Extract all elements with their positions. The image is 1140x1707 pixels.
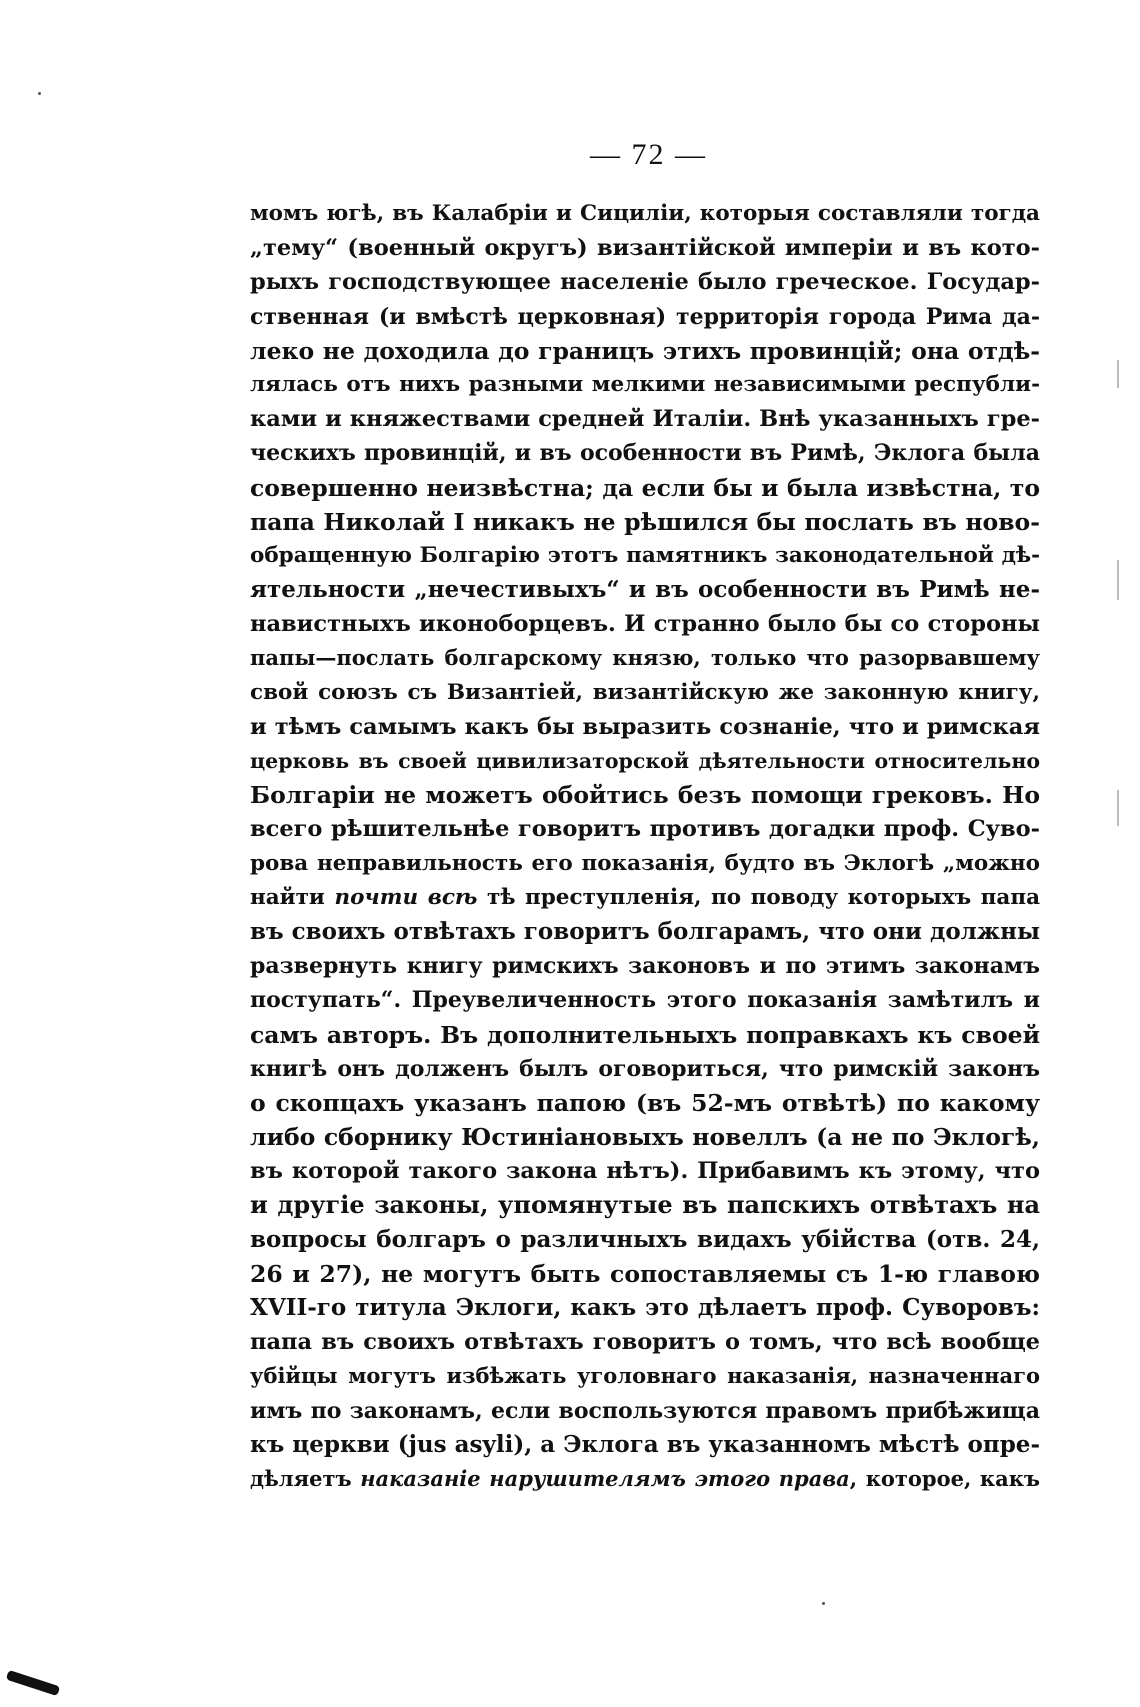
text-line-24: поступать“. Преувеличенность этого показанія замѣтилъ и: [250, 987, 1040, 1014]
text-line-27: о скопцахъ указанъ папою (въ 52-мъ отвѣтѣ) по какому: [250, 1088, 1040, 1117]
body-text: [250, 197, 1040, 1496]
text-line-38-emphasis: наказаніе нарушителямъ этого права: [360, 1465, 850, 1491]
text-line-4: ственная (и вмѣстѣ церковная) территорія города Рима да-: [250, 303, 1040, 330]
text-line-38: [250, 1462, 1040, 1496]
text-line-32: 26 и 27), не могутъ быть сопоставляемы съ 1-ю главою: [250, 1259, 1040, 1288]
text-line-6: лялась отъ нихъ разными мелкими независимыми республи-: [250, 371, 1040, 397]
text-line-15: свой союзъ съ Византіей, византійскую же законную книгу,: [250, 679, 1040, 705]
text-line-3: рыхъ господствующее населеніе было греческое. Государ-: [250, 269, 1040, 296]
scan-corner-mark: [6, 1670, 60, 1696]
text-line-18: Болгаріи не можетъ обойтись безъ помощи грековъ. Но: [250, 781, 1040, 810]
text-line-36: имъ по законамъ, если воспользуются правомъ прибѣжища: [250, 1397, 1040, 1424]
text-line-21: [250, 881, 1040, 915]
text-line-20: рова неправильность его показанія, будто въ Эклогѣ „можно: [250, 850, 1040, 876]
text-line-34: папа въ своихъ отвѣтахъ говоритъ о томъ, что всѣ вообще: [250, 1329, 1040, 1356]
text-line-35: убійцы могутъ избѣжать уголовнаго наказанія, назначеннаго: [250, 1363, 1040, 1389]
scan-margin-mark: [1117, 790, 1119, 826]
text-line-30: и другіе законы, упомянутые въ папскихъ отвѣтахъ на: [250, 1190, 1040, 1220]
text-line-13: навистныхъ иконоборцевъ. И странно было бы со стороны: [250, 611, 1040, 638]
text-line-14: папы—послать болгарскому князю, только что разорвавшему: [250, 645, 1040, 671]
page-number: — 72 —: [590, 138, 707, 171]
scan-margin-mark: [1117, 560, 1119, 600]
text-line-25: самъ авторъ. Въ дополнительныхъ поправкахъ къ своей: [250, 1020, 1040, 1049]
scan-speck: [38, 92, 41, 95]
text-line-2: „тему“ (военный округъ) византійской имперіи и въ кото-: [250, 235, 1040, 262]
scan-margin-mark: [1117, 360, 1119, 388]
text-line-8: ческихъ провинцій, и въ особенности въ Римѣ, Эклога была: [250, 440, 1040, 467]
text-line-21-emphasis: почти всѣ: [334, 884, 478, 910]
text-line-29: въ которой такого закона нѣтъ). Прибавимъ къ этому, что: [250, 1158, 1040, 1185]
text-line-38-start: дѣляетъ: [250, 1465, 361, 1491]
text-line-1: момъ югѣ, въ Калабріи и Сициліи, которыя составляли тогда: [250, 201, 1040, 226]
text-line-28: либо сборнику Юстиніановыхъ новеллъ (а не по Эклогѣ,: [250, 1123, 1040, 1152]
scan-speck: [822, 1602, 825, 1605]
text-line-21-end: тѣ преступленія, по поводу которыхъ папа: [477, 884, 1040, 910]
text-line-17: церковь въ своей цивилизаторской дѣятельности относительно: [250, 749, 1040, 773]
text-line-11: обращенную Болгарію этотъ памятникъ законодательной дѣ-: [250, 542, 1040, 568]
text-line-12: ятельности „нечестивыхъ“ и въ особенности въ Римѣ не-: [250, 576, 1040, 604]
text-line-9: совершенно неизвѣстна; да если бы и была извѣстна, то: [250, 473, 1040, 502]
text-line-37: къ церкви (jus asyli), а Эклога въ указанномъ мѣстѣ опре-: [250, 1430, 1040, 1458]
text-line-22: въ своихъ отвѣтахъ говоритъ болгарамъ, что они должны: [250, 917, 1040, 945]
text-line-31: вопросы болгаръ о различныхъ видахъ убійства (отв. 24,: [250, 1225, 1040, 1253]
text-line-7: ками и княжествами средней Италіи. Внѣ указанныхъ гре-: [250, 406, 1040, 433]
text-line-33: XVII-го титула Эклоги, какъ это дѣлаетъ проф. Суворовъ:: [250, 1294, 1040, 1321]
text-line-21-start: найти: [250, 884, 335, 910]
text-line-38-end: , которое, какъ: [849, 1465, 1040, 1491]
text-line-26: книгѣ онъ долженъ былъ оговориться, что римскій законъ: [250, 1055, 1040, 1082]
text-line-5: леко не доходила до границъ этихъ провинцій; она отдѣ-: [250, 336, 1040, 365]
text-line-23: развернуть книгу римскихъ законовъ и по этимъ законамъ: [250, 953, 1040, 980]
text-line-16: и тѣмъ самымъ какъ бы выразить сознаніе, что и римская: [250, 713, 1040, 740]
text-line-10: папа Николай I никакъ не рѣшился бы послать въ ново-: [250, 507, 1040, 536]
text-line-19: всего рѣшительнѣе говоритъ противъ догадки проф. Суво-: [250, 816, 1040, 843]
